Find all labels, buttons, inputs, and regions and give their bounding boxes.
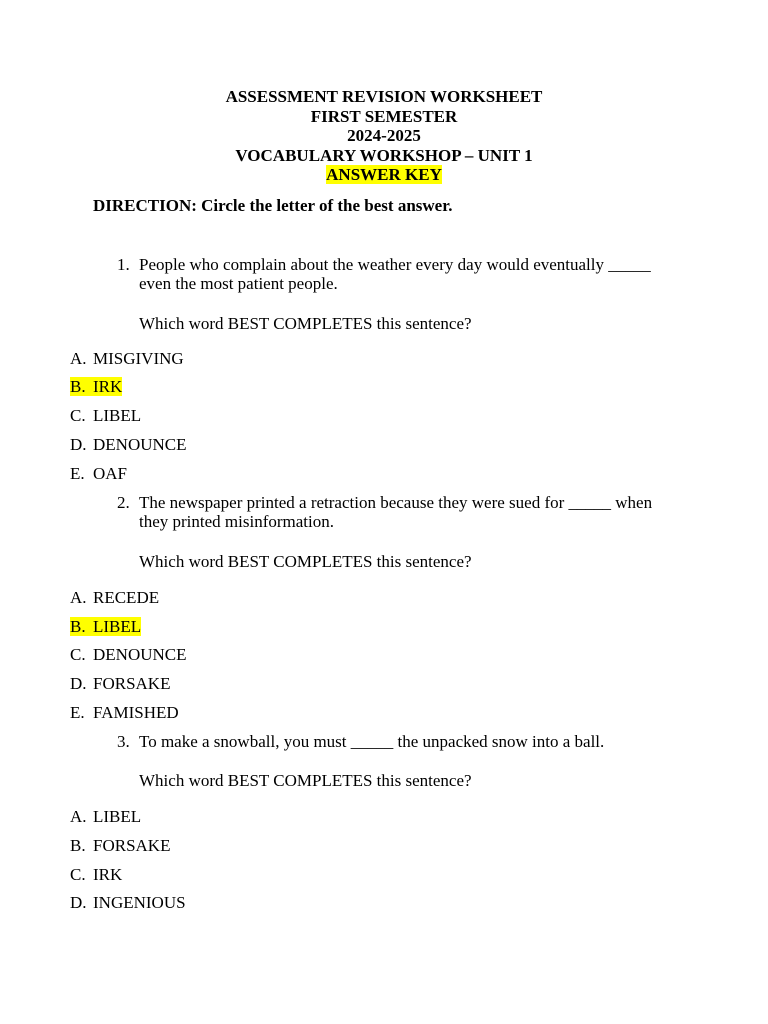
q2-option-b-answer[interactable] [70,617,141,636]
question-number: 3. [117,732,130,751]
option-letter: C. [70,406,86,425]
option-letter: B. [70,377,86,396]
option-letter: B. [70,617,86,636]
option-label: OAF [93,464,128,483]
question-1 [117,255,657,294]
question-3 [117,732,657,751]
q1-option-a[interactable] [70,349,184,368]
q1-option-d[interactable] [70,435,187,454]
question-number: 1. [117,255,130,274]
q3-option-d[interactable] [70,893,186,912]
option-letter: D. [70,893,87,912]
q3-option-c[interactable] [70,865,122,884]
q1-option-e[interactable] [70,464,127,483]
answer-key-label: ANSWER KEY [326,165,442,185]
q2-option-e[interactable] [70,703,179,722]
option-letter: D. [70,674,87,693]
question-text: The newspaper printed a retraction because they were sued for _____ when they printed misinformation. [139,493,653,532]
q2-option-c[interactable] [70,645,187,664]
option-letter: D. [70,435,87,454]
unit-title: VOCABULARY WORKSHOP – UNIT 1 [235,145,533,165]
worksheet-title: ASSESSMENT REVISION WORKSHEET [225,87,543,106]
option-letter: A. [70,349,87,368]
option-letter: E. [70,464,85,483]
q3-option-a[interactable] [70,807,141,826]
q3-option-b[interactable] [70,836,170,855]
semester-label: FIRST SEMESTER [310,106,458,126]
option-label: FORSAKE [93,836,171,855]
q1-option-c[interactable] [70,406,141,425]
worksheet-header [0,87,768,185]
option-label: IRK [93,865,123,884]
option-label: FAMISHED [93,703,179,722]
option-label: LIBEL [93,617,142,636]
question-3-prompt: Which word BEST COMPLETES this sentence? [139,771,472,790]
question-text: People who complain about the weather every day would eventually _____ even the most patient people. [139,255,651,294]
school-year: 2024-2025 [347,126,421,146]
q2-option-a[interactable] [70,588,159,607]
option-letter: A. [70,588,87,607]
question-text: To make a snowball, you must _____ the unpacked snow into a ball. [139,732,605,751]
option-label: MISGIVING [93,349,184,368]
option-label: INGENIOUS [93,893,186,912]
option-label: LIBEL [93,406,142,425]
option-label: LIBEL [93,807,142,826]
q2-option-d[interactable] [70,674,170,693]
option-label: RECEDE [93,588,160,607]
question-number: 2. [117,493,130,512]
question-1-prompt: Which word BEST COMPLETES this sentence? [139,314,472,333]
option-letter: E. [70,703,85,722]
option-label: IRK [93,377,123,396]
direction-text: DIRECTION: Circle the letter of the best answer. [93,196,453,215]
option-label: FORSAKE [93,674,171,693]
q1-option-b-answer[interactable] [70,377,122,396]
question-2 [117,493,657,532]
option-letter: C. [70,865,86,884]
option-letter: A. [70,807,87,826]
option-label: DENOUNCE [93,435,187,454]
option-letter: B. [70,836,86,855]
question-2-prompt: Which word BEST COMPLETES this sentence? [139,552,472,571]
option-letter: C. [70,645,86,664]
option-label: DENOUNCE [93,645,187,664]
